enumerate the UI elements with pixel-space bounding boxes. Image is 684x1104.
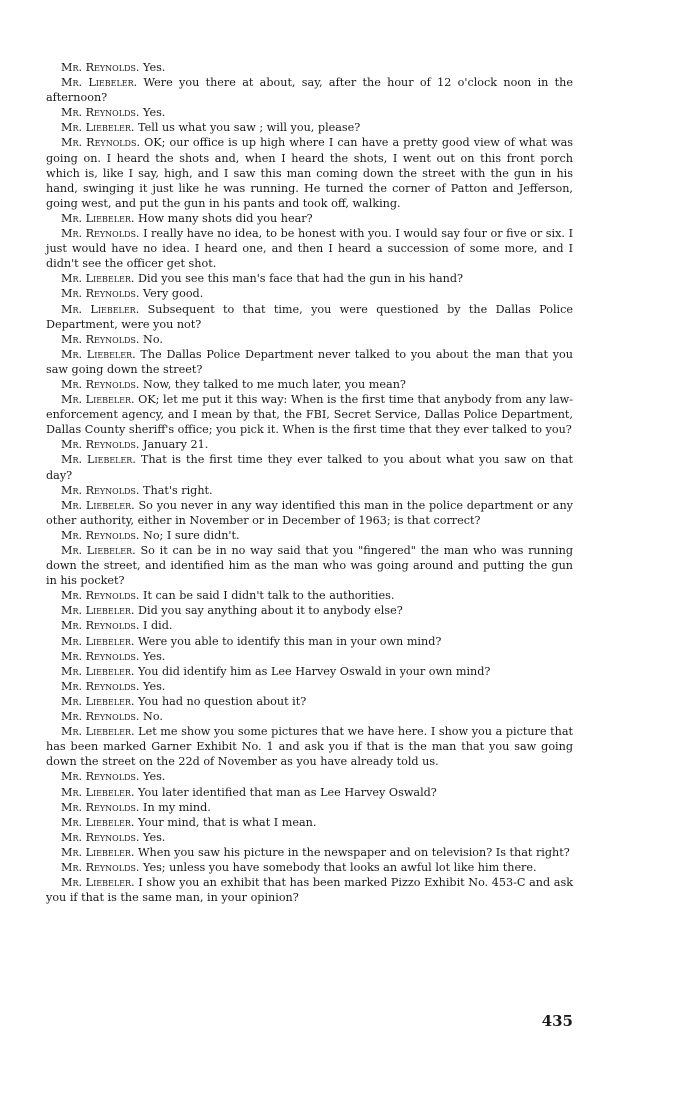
testimony-paragraph: [46, 105, 573, 120]
speech-text: Tell us what you saw ; will you, please?: [138, 121, 361, 135]
speech-text: When you saw his picture in the newspaper and on television? Is that right?: [138, 845, 570, 859]
speech-text: Your mind, that is what I mean.: [138, 815, 317, 829]
testimony-paragraph: [46, 498, 573, 528]
testimony-paragraph: [46, 452, 573, 482]
speech-text: Let me show you some pictures that we have here. I show you a picture that has been marked Garner Exhibit No. 1 and ask you if that is the man that you saw going down the street on the 22d of November as you have already told us.: [46, 725, 573, 769]
speech-text: Were you there at about, say, after the hour of 12 o'clock noon in the afternoon?: [46, 76, 573, 105]
speaker-name: Mr. Reynolds.: [61, 61, 140, 74]
speech-text: So it can be in no way said that you "fingered" the man who was running down the street, and identified him as the man who was going around and putting the gun in his pocket?: [46, 544, 573, 588]
speaker-name: Mr. Liebeler.: [61, 815, 135, 829]
speaker-name: Mr. Liebeler.: [61, 876, 135, 890]
testimony-paragraph: [46, 649, 573, 664]
speaker-name: Mr. Reynolds.: [61, 483, 140, 497]
speaker-name: Mr. Liebeler.: [61, 604, 135, 618]
speaker-name: Mr. Reynolds.: [61, 860, 140, 874]
speaker-name: Mr. Liebeler.: [61, 121, 135, 135]
speech-text: Yes.: [143, 61, 166, 74]
speaker-name: Mr. Liebeler.: [61, 498, 135, 512]
speaker-name: Mr. Liebeler.: [61, 634, 135, 648]
testimony-paragraph: [46, 75, 573, 105]
speech-text: In my mind.: [143, 800, 211, 814]
speaker-name: Mr. Liebeler.: [61, 453, 136, 467]
testimony-paragraph: [46, 226, 573, 271]
speech-text: That's right.: [143, 483, 213, 497]
speaker-name: Mr. Reynolds.: [61, 227, 140, 241]
speaker-name: Mr. Reynolds.: [61, 800, 140, 814]
testimony-paragraph: [46, 679, 573, 694]
speech-text: OK; let me put it this way: When is the first time that anybody from any law-enforcement agency, and I mean by that, the FBI, Secret Service, Dallas Police Department, Dallas County sheriff's office; you pick it. When is the first time that they ever talked to you?: [46, 393, 573, 437]
testimony-paragraph: [46, 377, 573, 392]
speech-text: Did you say anything about it to anybody else?: [138, 604, 403, 618]
testimony-paragraph: [46, 845, 573, 860]
testimony-paragraph: [46, 543, 573, 588]
testimony-paragraph: [46, 392, 573, 437]
testimony-paragraph: [46, 618, 573, 633]
testimony-paragraph: [46, 664, 573, 679]
speaker-name: Mr. Reynolds.: [61, 136, 141, 150]
testimony-paragraph: [46, 302, 573, 332]
speech-text: You did identify him as Lee Harvey Oswald in your own mind?: [138, 664, 491, 678]
speaker-name: Mr. Liebeler.: [61, 76, 138, 90]
testimony-paragraph: [46, 603, 573, 618]
speech-text: You had no question about it?: [138, 694, 307, 708]
speech-text: I really have no idea, to be honest with you. I would say four or five or six. I just would have no idea. I heard one, and then I heard a succession of some more, and I didn't see the officer get shot.: [46, 227, 573, 271]
testimony-paragraph: [46, 800, 573, 815]
speaker-name: Mr. Liebeler.: [61, 544, 136, 557]
speaker-name: Mr. Reynolds.: [61, 528, 140, 542]
testimony-paragraph: [46, 483, 573, 498]
testimony-paragraph: [46, 724, 573, 769]
testimony-paragraph: [46, 332, 573, 347]
speech-text: No.: [143, 710, 163, 724]
speaker-name: Mr. Liebeler.: [61, 393, 135, 407]
speaker-name: Mr. Liebeler.: [61, 725, 135, 739]
speaker-name: Mr. Reynolds.: [61, 589, 140, 603]
speech-text: I did.: [143, 619, 173, 633]
speaker-name: Mr. Liebeler.: [61, 845, 135, 859]
testimony-paragraph: [46, 875, 573, 905]
testimony-paragraph: [46, 830, 573, 845]
speaker-name: Mr. Liebeler.: [61, 272, 135, 286]
testimony-paragraph: [46, 785, 573, 800]
speech-text: You later identified that man as Lee Harvey Oswald?: [138, 785, 437, 799]
speaker-name: Mr. Reynolds.: [61, 830, 140, 844]
testimony-paragraph: [46, 135, 573, 210]
speech-text: Very good.: [143, 287, 204, 301]
testimony-paragraph: [46, 271, 573, 286]
speaker-name: Mr. Liebeler.: [61, 694, 135, 708]
speaker-name: Mr. Reynolds.: [61, 438, 140, 452]
speech-text: Subsequent to that time, you were questioned by the Dallas Police Department, were you not?: [46, 302, 573, 331]
speaker-name: Mr. Reynolds.: [61, 619, 140, 633]
speech-text: Yes.: [143, 679, 166, 693]
speaker-name: Mr. Liebeler.: [61, 302, 140, 316]
speaker-name: Mr. Reynolds.: [61, 377, 140, 391]
speech-text: Yes.: [143, 649, 166, 663]
testimony-paragraph: [46, 286, 573, 301]
speech-text: OK; our office is up high where I can have a pretty good view of what was going on. I heard the shots and, when I heard the shots, I went out on this front porch which is, like I say, high, and I saw this man coming down the street with the gun in his hand, swinging it just like he was running. He turned the corner of Patton and Jefferson, going west, and put the gun in his pants and took off, walking.: [46, 136, 573, 210]
testimony-paragraph: [46, 60, 573, 75]
testimony-paragraph: [46, 211, 573, 226]
speech-text: So you never in any way identified this man in the police department or any other authority, either in November or in December of 1963; is that correct?: [46, 498, 573, 527]
testimony-paragraph: [46, 769, 573, 784]
testimony-paragraph: [46, 347, 573, 377]
testimony-paragraph: [46, 437, 573, 452]
testimony-paragraph: [46, 634, 573, 649]
speaker-name: Mr. Reynolds.: [61, 287, 140, 301]
speech-text: I show you an exhibit that has been marked Pizzo Exhibit No. 453-C and ask you if that is the same man, in your opinion?: [46, 876, 573, 905]
speaker-name: Mr. Liebeler.: [61, 785, 135, 799]
speech-text: No.: [143, 332, 163, 346]
speaker-name: Mr. Reynolds.: [61, 332, 140, 346]
speech-text: Were you able to identify this man in your own mind?: [138, 634, 442, 648]
testimony-paragraph: [46, 120, 573, 135]
speaker-name: Mr. Reynolds.: [61, 710, 140, 724]
testimony-paragraph: [46, 815, 573, 830]
speaker-name: Mr. Liebeler.: [61, 664, 135, 678]
speech-text: It can be said I didn't talk to the authorities.: [143, 589, 395, 603]
speech-text: That is the first time they ever talked to you about what you saw on that day?: [46, 453, 573, 482]
speaker-name: Mr. Liebeler.: [61, 211, 135, 225]
speech-text: No; I sure didn't.: [143, 528, 240, 542]
speaker-name: Mr. Liebeler.: [61, 347, 136, 361]
page-number: 435: [541, 1012, 573, 1030]
speaker-name: Mr. Reynolds.: [61, 679, 140, 693]
speech-text: Did you see this man's face that had the gun in his hand?: [138, 272, 464, 286]
speech-text: Yes.: [143, 770, 166, 784]
speaker-name: Mr. Reynolds.: [61, 770, 140, 784]
testimony-paragraph: [46, 860, 573, 875]
speaker-name: Mr. Reynolds.: [61, 649, 140, 663]
speaker-name: Mr. Reynolds.: [61, 106, 140, 120]
testimony-paragraph: [46, 694, 573, 709]
speech-text: January 21.: [143, 438, 209, 452]
speech-text: The Dallas Police Department never talked to you about the man that you saw going down the street?: [46, 347, 573, 376]
transcript-body: [46, 60, 573, 905]
testimony-paragraph: [46, 528, 573, 543]
speech-text: Yes; unless you have somebody that looks an awful lot like him there.: [143, 860, 537, 874]
speech-text: How many shots did you hear?: [138, 211, 313, 225]
testimony-paragraph: [46, 588, 573, 603]
speech-text: Yes.: [143, 830, 166, 844]
speech-text: Yes.: [143, 106, 166, 120]
speech-text: Now, they talked to me much later, you mean?: [143, 377, 406, 391]
testimony-paragraph: [46, 709, 573, 724]
